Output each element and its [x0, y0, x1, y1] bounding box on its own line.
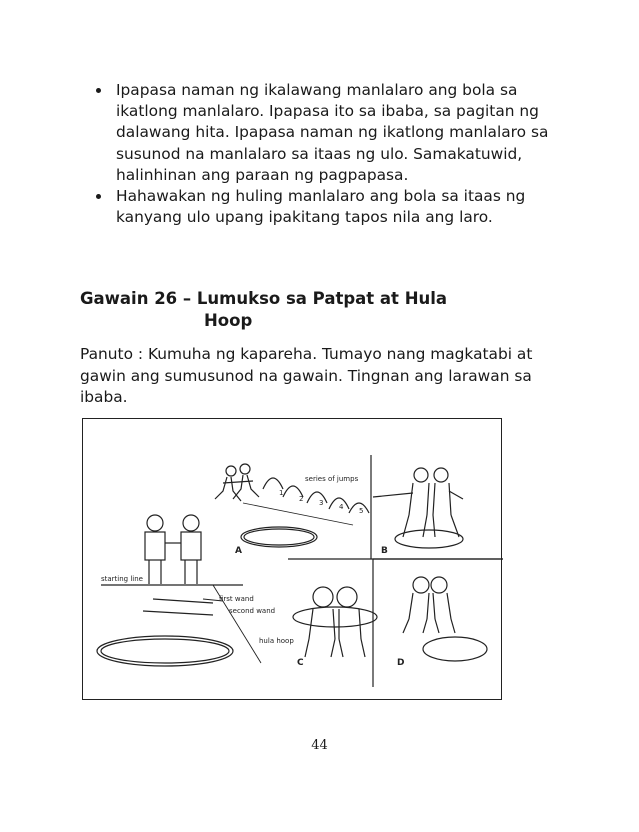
panel-label-d: D [397, 658, 405, 668]
starting-line-label: starting line [101, 575, 143, 583]
bullet-dot-icon [96, 88, 101, 93]
jumping-kids-illustration [215, 464, 259, 501]
first-wand-label: first wand [219, 595, 254, 603]
first-wand-mark [153, 599, 213, 603]
kids-with-hoop-illustration [293, 587, 377, 657]
jump-number-label: 5 [359, 507, 364, 515]
kids-in-hoop-illustration [373, 468, 463, 548]
bullet-dot-icon [96, 194, 101, 199]
jump-number-label: 2 [299, 495, 304, 503]
hula-hoop-shape [97, 636, 233, 666]
page-number: 44 [311, 738, 328, 753]
bullet-text: Hahawakan ng huling manlalaro ang bola sa itaas ng kanyang ulo upang ipakitang tapos nila ang laro. [116, 187, 526, 227]
activity-heading [80, 288, 447, 332]
heading-line-2: Hoop [204, 311, 253, 330]
series-of-jumps-label: series of jumps [305, 475, 359, 483]
hula-hoop-shape [241, 527, 317, 547]
bullet-item [94, 186, 554, 228]
heading-line-1: Gawain 26 – Lumukso sa Patpat at Hula [80, 289, 448, 308]
panel-label-a: A [235, 546, 242, 556]
jump-number-label: 1 [279, 489, 284, 497]
instructions-paragraph: Panuto : Kumuha ng kapareha. Tumayo nang magkatabi at gawin ang sumusunod na gawain. Tingnan ang larawan sa ibaba. [80, 345, 533, 406]
jump-arc [263, 478, 283, 489]
illustration-canvas [83, 419, 503, 701]
panel-label-c: C [297, 658, 304, 668]
hula-hoop-label: hula hoop [259, 637, 294, 645]
kids-crouching-illustration [403, 577, 487, 661]
standing-kids-illustration [145, 515, 201, 584]
jump-number-label: 3 [319, 499, 324, 507]
second-wand-label: second wand [229, 607, 276, 615]
second-wand-mark [143, 611, 213, 615]
panel-label-b: B [381, 546, 388, 556]
bullet-list [94, 80, 554, 228]
jump-number-label: 4 [339, 503, 344, 511]
bullet-text: Ipapasa naman ng ikalawang manlalaro ang bola sa ikatlong manlalaro. Ipapasa ito sa ibaba, sa pagitan ng dalawang hita. Ipapasa naman ng ikatlong manlalaro sa susunod na manlalaro sa itaas ng ulo. Samakatuwid, halinhinan ang paraan ng pagpapasa. [116, 81, 549, 184]
bullet-item [94, 80, 554, 186]
jump-arc [307, 492, 327, 503]
activity-illustration [82, 418, 502, 700]
